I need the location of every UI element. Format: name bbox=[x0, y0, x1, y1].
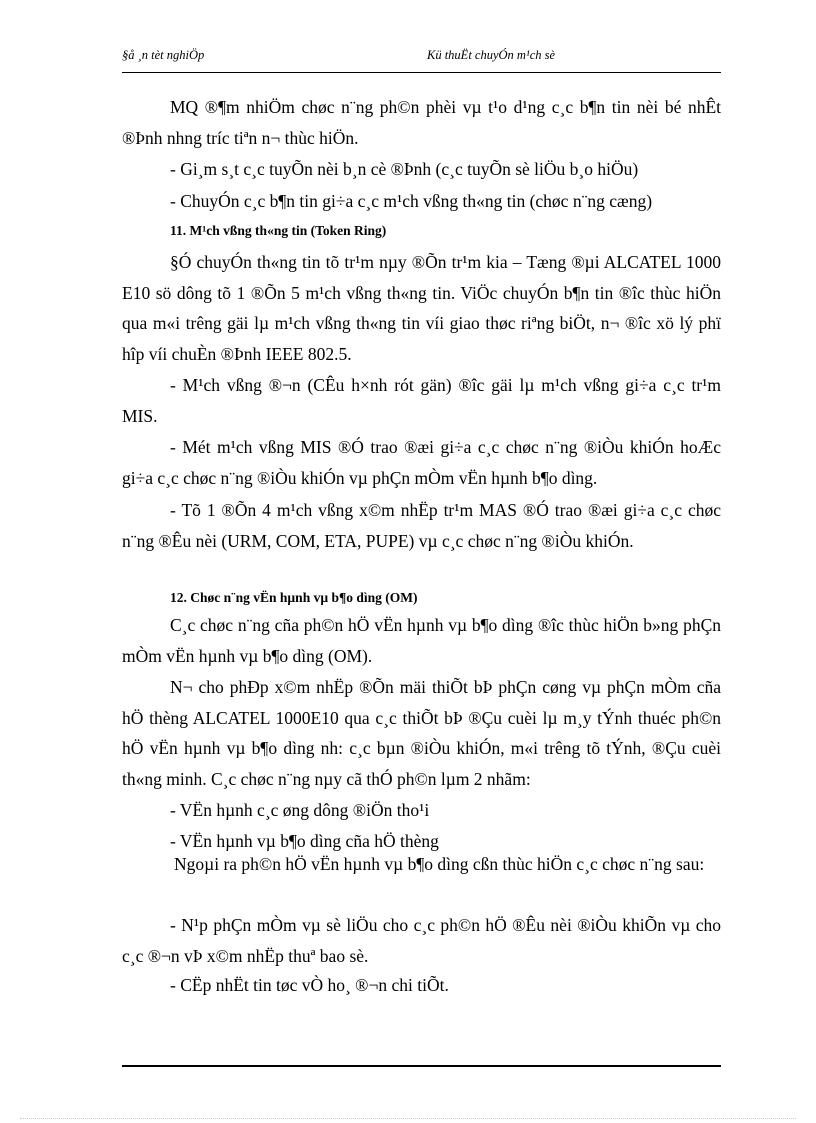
header-thesis-title: §å ¸n tèt nghiÖp bbox=[122, 48, 205, 62]
paragraph-om-access: N¬ cho phÐp x©m nhËp ®Õn mäi thiÕt bÞ phÇn cøng vµ phÇn mÒm cña hÖ thèng ALCATEL 1000E10 qua c¸c thiÕt bÞ ®Çu cuèi lµ m¸y tÝnh thuéc ph©n hÖ vËn hµnh vµ b¶o dìng nh: c¸c bµn ®iÒu khiÓn, m«i trêng tõ tÝnh, ®Çu cuèi th«ng minh. C¸c chøc n¨ng nµy cã thÓ ph©n lµm 2 nhãm: bbox=[122, 677, 721, 789]
bullet-update-billing: - CËp nhËt tin tøc vÒ ho¸ ®¬n chi tiÕt. bbox=[170, 975, 449, 995]
section-heading-om: 12. Chøc n¨ng vËn hµnh vµ b¶o dìng (OM) bbox=[170, 590, 418, 605]
header-divider bbox=[122, 72, 721, 73]
paragraph-additional-functions: Ngoµi ra ph©n hÖ vËn hµnh vµ b¶o dìng cßn thùc hiÖn c¸c chøc n¨ng sau: bbox=[174, 854, 705, 874]
section-heading-token-ring: 11. M¹ch vßng th«ng tin (Token Ring) bbox=[170, 223, 387, 238]
page-header bbox=[122, 48, 721, 68]
footer-divider bbox=[122, 1065, 721, 1067]
bullet-system-om: - VËn hµnh vµ b¶o dìng cña hÖ thèng bbox=[170, 831, 439, 851]
bullet-single-ring: - M¹ch vßng ®¬n (CÊu h×nh rót gän) ®îc gäi lµ m¹ch vßng gi÷a c¸c tr¹m MIS. bbox=[122, 375, 721, 426]
header-subject-title: Kü thuËt chuyÓn m¹ch sè bbox=[427, 48, 556, 62]
page-bottom-border bbox=[20, 1118, 796, 1119]
bullet-load-software: - N¹p phÇn mÒm vµ sè liÖu cho c¸c ph©n hÖ ®Êu nèi ®iÒu khiÕn vµ cho c¸c ®¬n vÞ x©m nhËp thuª bao sè. bbox=[122, 915, 721, 966]
bullet-gateway-function: - ChuyÓn c¸c b¶n tin gi÷a c¸c m¹ch vßng th«ng tin (chøc n¨ng cæng) bbox=[170, 191, 653, 211]
paragraph-om-intro: C¸c chøc n¨ng cña ph©n hÖ vËn hµnh vµ b¶o dìng ®îc thùc hiÖn b»ng phÇn mÒm vËn hµnh vµ b¶o dìng (OM). bbox=[122, 615, 721, 666]
paragraph-mq-function: MQ ®¶m nhiÖm chøc n¨ng ph©n phèi vµ t¹o d¹ng c¸c b¶n tin nèi bé nhÊt ®Þnh nhng tríc tiªn n¬ thùc hiÖn. bbox=[122, 97, 721, 148]
bullet-mas-rings: - Tõ 1 ®Õn 4 m¹ch vßng x©m nhËp tr¹m MAS ®Ó trao ®æi gi÷a c¸c chøc n¨ng ®Êu nèi (URM, COM, ETA, PUPE) vµ c¸c chøc n¨ng ®iÒu khiÓn. bbox=[122, 500, 721, 551]
bullet-monitor-links: - Gi¸m s¸t c¸c tuyÕn nèi b¸n cè ®Þnh (c¸c tuyÕn sè liÖu b¸o hiÖu) bbox=[170, 159, 639, 179]
bullet-telephony-ops: - VËn hµnh c¸c øng dông ®iÖn tho¹i bbox=[170, 800, 430, 820]
paragraph-token-ring: §Ó chuyÓn th«ng tin tõ tr¹m nµy ®Õn tr¹m kia – Tæng ®µi ALCATEL 1000 E10 sö dông tõ 1 ®Õn 5 m¹ch vßng th«ng tin. ViÖc chuyÓn b¶n tin ®îc thùc hiÖn qua m«i trêng gäi lµ m¹ch vßng th«ng tin víi giao thøc riªng biÖt, n¬ ®îc xö lý phï hîp víi chuÈn ®Þnh IEEE 802.5. bbox=[122, 252, 721, 364]
bullet-mis-ring: - Mét m¹ch vßng MIS ®Ó trao ®æi gi÷a c¸c chøc n¨ng ®iÒu khiÓn hoÆc gi÷a c¸c chøc n¨ng ®iÒu khiÓn vµ phÇn mÒm vËn hµnh b¶o dìng. bbox=[122, 437, 721, 488]
